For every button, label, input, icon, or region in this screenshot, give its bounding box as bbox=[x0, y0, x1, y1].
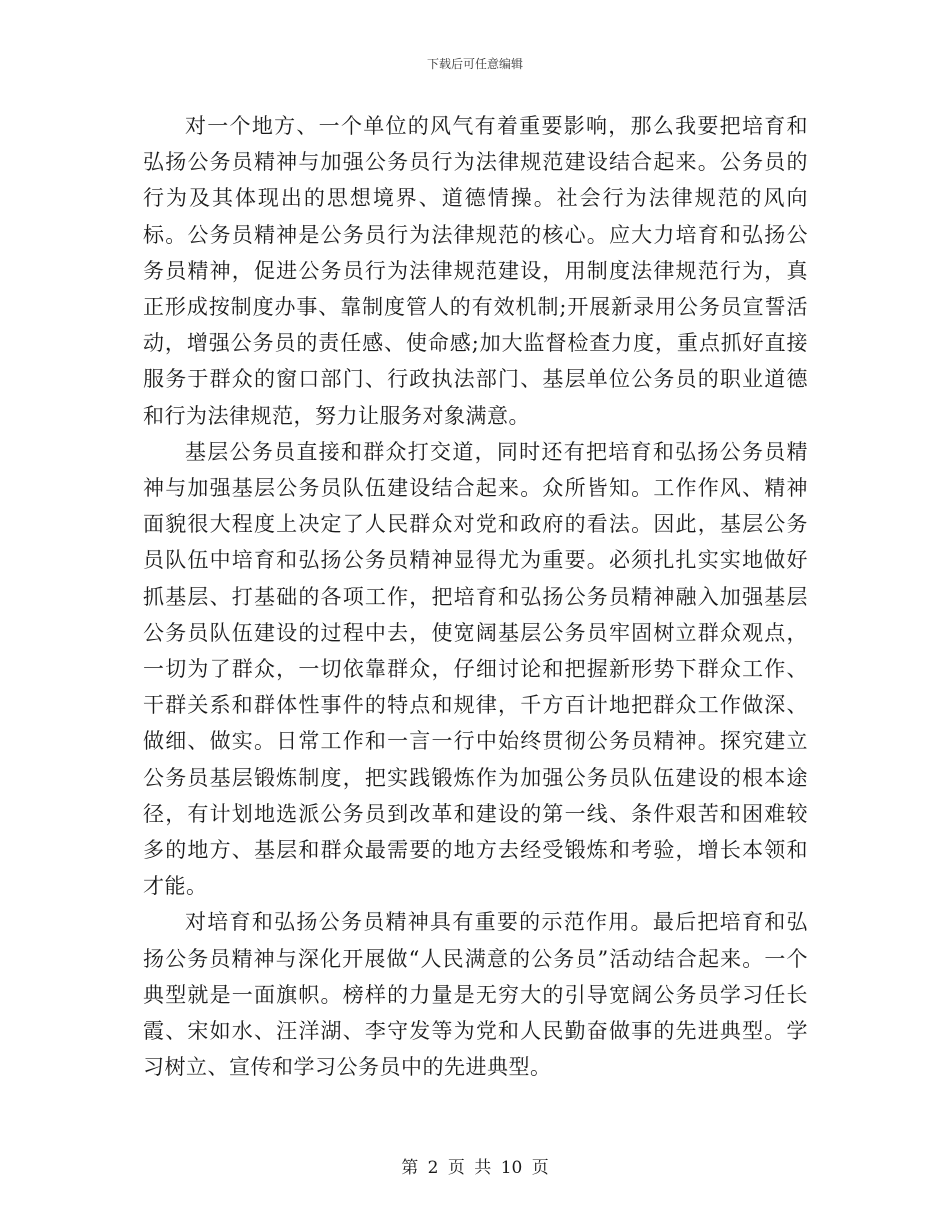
paragraph-2: 基层公务员直接和群众打交道，同时还有把培育和弘扬公务员精神与加强基层公务员队伍建设结合起来。众所皆知。工作作风、精神面貌很大程度上决定了人民群众对党和政府的看法。因此，基层公务员队伍中培育和弘扬公务员精神显得尤为重要。必须扎扎实实地做好抓基层、打基础的各项工作，把培育和弘扬公务员精神融入加强基层公务员队伍建设的过程中去，使宽阔基层公务员牢固树立群众观点，一切为了群众，一切依靠群众，仔细讨论和把握新形势下群众工作、干群关系和群体性事件的特点和规律，千方百计地把群众工作做深、做细、做实。日常工作和一言一行中始终贯彻公务员精神。探究建立公务员基层锻炼制度，把实践锻炼作为加强公务员队伍建设的根本途径，有计划地选派公务员到改革和建设的第一线、条件艰苦和困难较多的地方、基层和群众最需要的地方去经受锻炼和考验，增长本领和才能。 bbox=[143, 439, 808, 899]
paragraph-1: 对一个地方、一个单位的风气有着重要影响，那么我要把培育和弘扬公务员精神与加强公务员行为法律规范建设结合起来。公务员的行为及其体现出的思想境界、道德情操。社会行为法律规范的风向标。公务员精神是公务员行为法律规范的核心。应大力培育和弘扬公务员精神，促进公务员行为法律规范建设，用制度法律规范行为，真正形成按制度办事、靠制度管人的有效机制;开展新录用公务员宣誓活动，增强公务员的责任感、使命感;加大监督检查力度，重点抓好直接服务于群众的窗口部门、行政执法部门、基层单位公务员的职业道德和行为法律规范，努力让服务对象满意。 bbox=[143, 114, 808, 428]
page-number-footer: 第 2 页 共 10 页 bbox=[401, 1158, 549, 1178]
page-header-note: 下载后可任意编辑 bbox=[426, 57, 523, 71]
document-body bbox=[143, 108, 808, 1085]
paragraph-3: 对培育和弘扬公务员精神具有重要的示范作用。最后把培育和弘扬公务员精神与深化开展做“人民满意的公务员”活动结合起来。一个典型就是一面旗帜。榜样的力量是无穷大的引导宽阔公务员学习任长霞、宋如水、汪洋湖、李守发等为党和人民勤奋做事的先进典型。学习树立、宣传和学习公务员中的先进典型。 bbox=[143, 910, 808, 1080]
